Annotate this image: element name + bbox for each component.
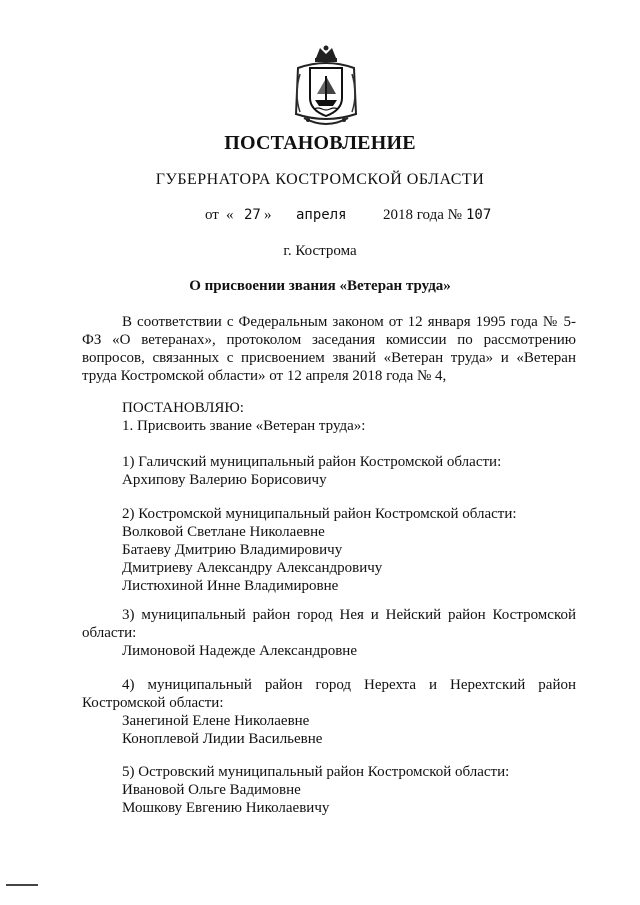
person-name: Мошкову Евгению Николаевичу	[122, 800, 330, 816]
person-name: Лимоновой Надежде Александровне	[122, 643, 357, 659]
date-day: 27	[244, 207, 261, 223]
person-name: Занегиной Елене Николаевне	[122, 713, 310, 729]
document-title: ПОСТАНОВЛЕНИЕ	[224, 132, 416, 154]
district-name: 2) Костромской муниципальный район Костромской области:	[122, 506, 517, 522]
preamble-paragraph: В соответствии с Федеральным законом от 12 января 1995 года № 5-ФЗ «О ветеранах», протоколом заседания комиссии по рассмотрению вопросов, связанных с присвоением званий «Ветеран труда» и «Ветеран труда Костромской области» от 12 апреля 2018 года № 4,	[82, 314, 576, 384]
clause-1: 1. Присвоить звание «Ветеран труда»:	[122, 418, 366, 434]
date-close-quote: »	[264, 207, 272, 223]
district-name: 5) Островский муниципальный район Костромской области:	[122, 764, 510, 780]
document-number: 107	[466, 207, 492, 223]
district-name: 1) Галичский муниципальный район Костромской области:	[122, 454, 502, 470]
coat-of-arms-emblem	[290, 44, 362, 130]
document-heading: О присвоении звания «Ветеран труда»	[189, 278, 451, 294]
person-name: Волковой Светлане Николаевне	[122, 524, 325, 540]
date-prefix: от	[205, 207, 219, 223]
resolve-block	[82, 399, 576, 435]
resolve-word: ПОСТАНОВЛЯЮ:	[122, 400, 244, 416]
district-4	[82, 676, 576, 748]
date-line	[0, 207, 640, 229]
person-name: Дмитриеву Александру Александровичу	[122, 560, 383, 576]
city-line: г. Кострома	[283, 243, 357, 259]
document-subtitle: ГУБЕРНАТОРА КОСТРОМСКОЙ ОБЛАСТИ	[155, 171, 485, 188]
date-year-text: 2018 года №	[383, 207, 462, 223]
district-1	[82, 453, 576, 489]
person-name: Архипову Валерию Борисовичу	[122, 472, 327, 488]
district-5	[82, 763, 576, 817]
person-name: Батаеву Дмитрию Владимировичу	[122, 542, 343, 558]
person-name: Ивановой Ольге Вадимовне	[122, 782, 301, 798]
date-open-quote: «	[226, 207, 234, 223]
person-name: Коноплевой Лидии Васильевне	[122, 731, 323, 747]
person-name: Листюхиной Инне Владимировне	[122, 578, 339, 594]
district-3	[82, 606, 576, 660]
district-name: 3) муниципальный район город Нея и Нейский район Костромской области:	[82, 607, 576, 641]
district-2	[82, 505, 576, 595]
district-name: 4) муниципальный район город Нерехта и Нерехтский район Костромской области:	[82, 677, 576, 711]
date-month: апреля	[296, 207, 347, 223]
scan-mark	[6, 884, 38, 886]
